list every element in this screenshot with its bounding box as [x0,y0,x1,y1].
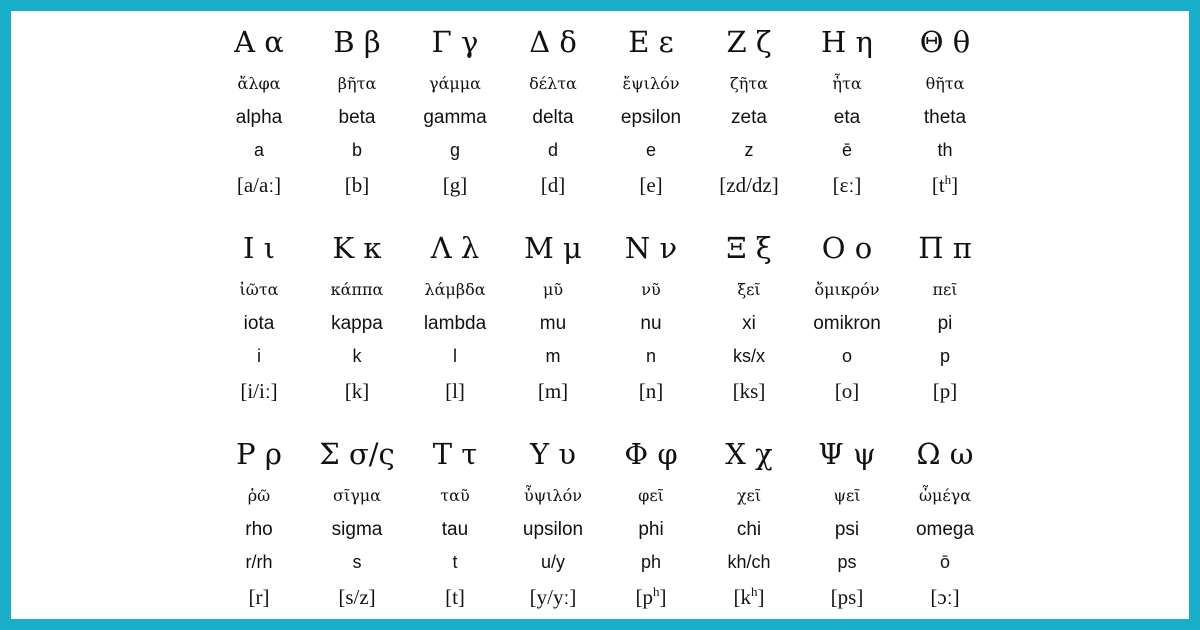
ipa-main: [b] [344,173,370,197]
transliteration: ks/x [732,346,765,366]
alphabet-row-1 [210,11,994,217]
letter-forms: Ι ι [242,231,276,265]
greek-name: ἔψιλόν [622,74,680,93]
english-name: upsilon [522,519,584,540]
ipa-main: [p [635,585,653,609]
letter-forms: Α α [234,25,284,59]
ipa-main: [zd/dz] [719,173,779,197]
english-name: omega [915,519,975,540]
greek-name: δέλτα [529,74,577,93]
letter-forms: Μ μ [524,231,582,265]
ipa-main: [g] [442,173,468,197]
ipa-main: [i/iː] [240,379,278,403]
ipa-main: [ps] [830,585,864,609]
letter-forms: Π π [918,231,972,265]
ipa-superscript: h [653,584,660,599]
letter-forms: Φ φ [624,437,678,471]
greek-name: ὖψιλόν [523,486,583,505]
greek-name: ψεῖ [833,486,861,505]
greek-name: φεῖ [638,486,664,505]
ipa-main: [s/z] [338,585,376,609]
transliteration: o [841,346,852,366]
alphabet-row-2 [210,217,994,423]
english-name: alpha [235,107,283,128]
ipa-main: [p] [932,379,958,403]
english-name: sigma [331,519,383,540]
transliteration: ē [841,140,852,160]
ipa-main: [o] [834,379,860,403]
letter-forms: Ν ν [624,231,678,265]
letter-cell [896,11,994,217]
transliteration: g [449,140,460,160]
letter-cell [896,217,994,423]
letter-forms: Η η [821,25,873,59]
ipa-main: [ɛː] [832,173,862,197]
ipa-main: [r] [248,585,270,609]
alphabet-row-3 [210,423,994,629]
ipa-main: [k [733,585,751,609]
english-name: chi [736,519,762,540]
greek-name: ξεῖ [737,280,761,299]
letter-forms: Ξ ξ [726,231,772,265]
ipa-pronunciation [876,584,1014,610]
greek-name: σῖγμα [333,486,381,505]
ipa-main: [m] [537,379,569,403]
greek-name: νῦ [641,280,661,299]
transliteration: d [547,140,558,160]
english-name: psi [834,519,860,540]
english-name: beta [338,107,376,128]
ipa-main: [e] [639,173,663,197]
ipa-main: [n] [638,379,664,403]
transliteration: r/rh [245,552,273,572]
transliteration: l [453,346,457,366]
letter-forms: Γ γ [431,25,479,59]
page-frame [11,11,1189,619]
ipa-pronunciation [876,172,1014,198]
english-name: gamma [423,107,487,128]
letter-forms: Β β [333,25,381,59]
letter-forms: Σ σ/ς [319,437,395,471]
greek-name: ῥῶ [247,486,271,505]
transliteration: u/y [540,552,565,572]
english-name: delta [532,107,574,128]
greek-name: ἰῶτα [239,280,279,299]
letter-forms: Ζ ζ [726,25,772,59]
letter-forms: Τ τ [432,437,478,471]
greek-name: ταῦ [440,486,470,505]
english-name: rho [245,519,273,540]
letter-forms: Δ δ [529,25,577,59]
english-name: epsilon [620,107,682,128]
greek-name: μῦ [542,280,564,299]
transliteration: n [645,346,656,366]
greek-name: πεῖ [932,280,958,299]
greek-name: βῆτα [337,74,377,93]
letter-forms: Ψ ψ [818,437,876,471]
transliteration: th [937,140,953,160]
letter-forms: Ε ε [628,25,674,59]
english-name: omikron [813,313,881,334]
letter-forms: Θ θ [919,25,971,59]
transliteration: s [352,552,362,572]
transliteration: b [351,140,362,160]
ipa-superscript: h [944,172,952,187]
transliteration: e [645,140,656,160]
english-name: phi [638,519,664,540]
transliteration: kh/ch [727,552,771,572]
greek-name: ἄλφα [237,74,281,93]
english-name: zeta [731,107,767,128]
greek-name: χεῖ [736,486,762,505]
english-name: tau [441,519,469,540]
english-name: xi [742,313,756,334]
transliteration: t [452,552,458,572]
greek-name: ὦμέγα [918,486,972,505]
transliteration: ō [939,552,950,572]
letter-forms: Υ υ [530,437,576,471]
letter-cell [896,423,994,629]
ipa-main: [l] [445,379,465,403]
english-name: kappa [331,313,383,334]
greek-name: ἦτα [832,74,862,93]
transliteration: m [545,346,561,366]
ipa-close: ] [659,585,667,609]
letter-forms: Λ λ [430,231,480,265]
transliteration: ps [837,552,857,572]
transliteration: i [257,346,261,366]
greek-name: θῆτα [925,74,965,93]
ipa-main: [y/yː] [529,585,577,609]
transliteration: ph [640,552,662,572]
greek-name: ὄμικρόν [814,280,880,299]
greek-name: λάμβδα [424,280,486,299]
letter-forms: Ο ο [821,231,873,265]
ipa-main: [a/aː] [236,173,282,197]
english-name: mu [539,313,567,334]
ipa-pronunciation [876,378,1014,404]
greek-name: γάμμα [429,74,481,93]
ipa-close: ] [951,173,959,197]
ipa-main: [ks] [732,379,766,403]
english-name: theta [923,107,967,128]
transliteration: a [253,140,264,160]
english-name: eta [833,107,861,128]
letter-forms: Κ κ [332,231,382,265]
english-name: lambda [423,313,487,334]
letter-forms: Ρ ρ [236,437,282,471]
ipa-main: [d] [540,173,566,197]
english-name: pi [937,313,953,334]
ipa-close: ] [757,585,765,609]
english-name: iota [243,313,275,334]
ipa-main: [t [931,173,945,197]
transliteration: k [352,346,362,366]
letter-forms: Ω ω [916,437,974,471]
greek-name: ζῆτα [730,74,768,93]
ipa-superscript: h [751,584,758,599]
english-name: nu [640,313,662,334]
ipa-main: [k] [344,379,370,403]
transliteration: p [939,346,950,366]
greek-name: κάππα [330,280,384,299]
letter-forms: Χ χ [725,437,773,471]
ipa-main: [ɔː] [930,585,960,609]
transliteration: z [744,140,754,160]
ipa-main: [t] [445,585,465,609]
